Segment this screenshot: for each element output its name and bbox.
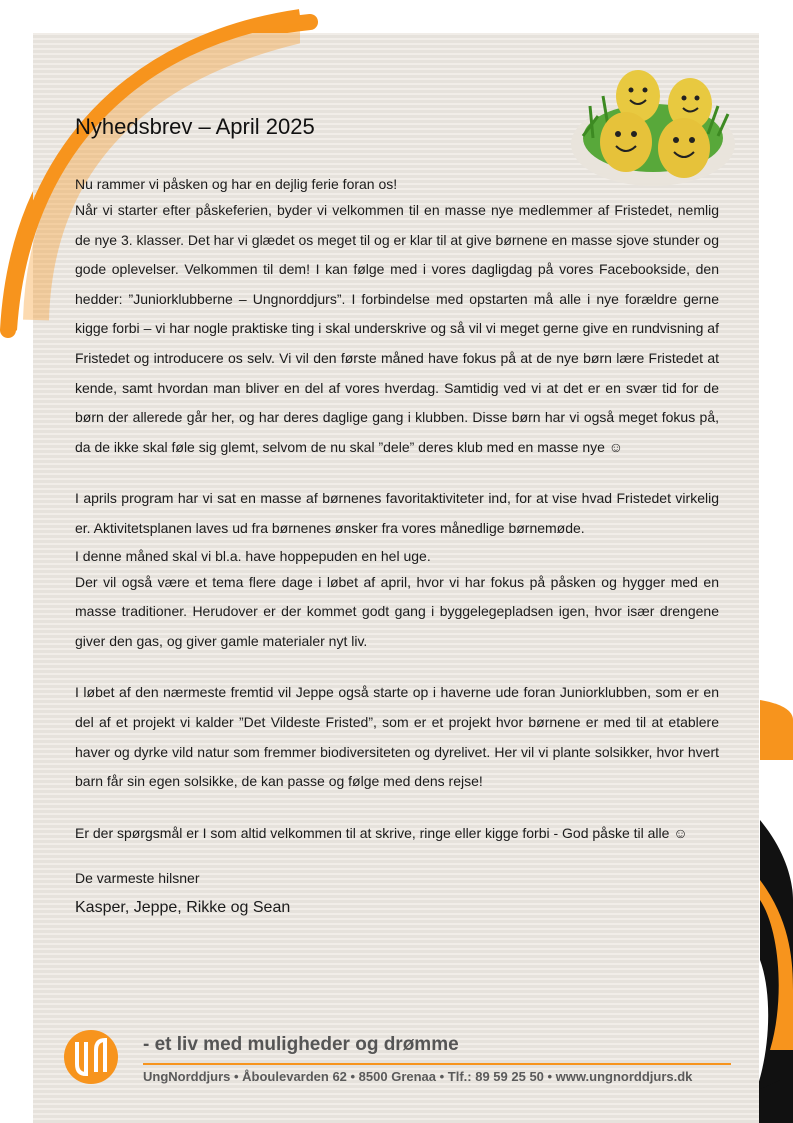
paragraph-questions: Er der spørgsmål er I som altid velkommen til at skrive, ringe eller kigge forbi - God påske til alle ☺ (75, 824, 688, 841)
newsletter-title: Nyhedsbrev – April 2025 (75, 114, 315, 139)
footer-address: UngNorddjurs • Åboulevarden 62 • 8500 Grenaa • Tlf.: 89 59 25 50 • www.ungnorddjurs.dk (143, 1069, 693, 1084)
paragraph-easter-theme: Der vil også være et tema flere dage i løbet af april, hvor vi har fokus på påsken og hygger med en masse traditioner. Herudover er der kommet godt gang i byggelegepladsen igen, hvor især drengene giver den gas, og giver gamle materialer nyt liv. (75, 573, 719, 649)
closing-greeting: De varmeste hilsner (75, 870, 200, 887)
footer-divider (143, 1063, 731, 1065)
paragraph-april-program: I aprils program har vi sat en masse af børnenes favoritaktiviteter ind, for at vise hvad Fristedet virkelig er. Aktivitetsplanen laves ud fra børnenes ønsker fra vores månedlige børnemøde. (75, 490, 719, 536)
paragraph-new-members: Når vi starter efter påskeferien, byder vi velkommen til en masse nye medlemmer af Fristedet, nemlig de nye 3. klasser. Det har vi glædet os meget til og er klar til at give børnene en masse sjove stunder og gode oplevelser. Velkommen til dem! I kan følge med i vores dagligdag på vores Facebookside, den hedder: ”Juniorklubberne – Ungnorddjurs”. I forbindelse med opstarten må alle i nye forældre gerne kigge forbi – vi har nogle praktiske ting i skal underskrive og så vil vi meget gerne give en rundvisning af Fristedet og introducere os selv. Vi vil den første måned have fokus på at de nye børn lære Fristedet at kende, samt hvordan man bliver en del af vores hverdag. Samtidig ved vi at det er en svær tid for de børn der allerede går her, og har deres daglige gang i klubben. Disse børn har vi også meget fokus på, da de ikke skal føle sig glemt, selvom de nu skal ”dele” deres klub med en masse nye ☺ (75, 202, 719, 455)
paragraph-gardens: I løbet af den nærmeste fremtid vil Jeppe også starte op i haverne ude foran Juniorklubben, som er en del af et projekt vi kalder ”Det Vildeste Fristed”, som er et projekt hvor børnene er med til at etablere haver og dyrke vild natur som fremmer biodiversiteten og dyrelivet. Her vil vi plante solsikker, hvor hvert barn får sin egen solsikke, de kan passe og følge med dens rejse! (75, 684, 719, 790)
ungnorddjurs-logo-icon (62, 1028, 120, 1086)
footer-slogan: - et liv med muligheder og drømme (143, 1034, 459, 1055)
newsletter-body (75, 172, 719, 920)
intro-text: Nu rammer vi påsken og har en dejlig ferie foran os! (75, 176, 398, 192)
paragraph-bouncy-cushion: I denne måned skal vi bl.a. have hoppepuden en hel uge. (75, 547, 431, 564)
signature: Kasper, Jeppe, Rikke og Sean (75, 899, 291, 917)
